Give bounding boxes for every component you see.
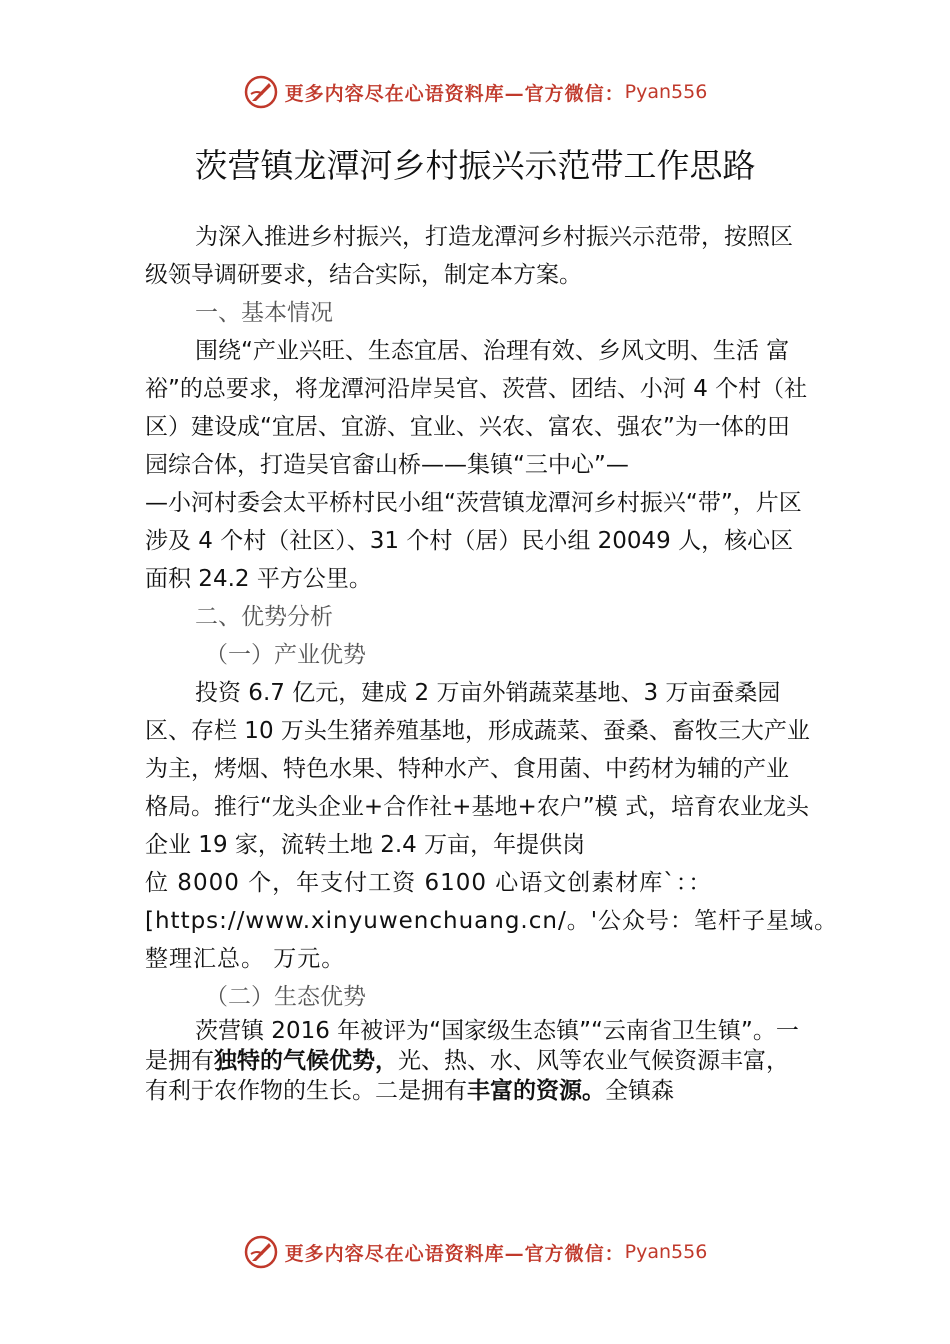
basic-paragraph: 围绕“产业兴旺、生态宜居、治理有效、乡风文明、生活 富裕”的总要求，将龙潭河沿岸吴官、茨营、团结、小河 4 个村（社区）建设成“宜居、宜游、宜业、兴农、富农、强农”为一体的田园综合体，打造吴官畲山桥——集镇“三中心”— [145,338,808,478]
quill-logo-icon [243,74,279,110]
ecology-text-a: 茨营镇 2016 年被评为“国家级生态镇”“云南省卫生镇”。一是拥有 [145,1018,799,1074]
banner-wechat-id: Pyan556 [624,1241,708,1263]
subheading-industry: （一）产业优势 [205,642,366,668]
ecology-bold-climate: 独特的气候优势， [214,1048,398,1074]
basic-paragraph-continued: —小河村委会太平桥村民小组“茨营镇龙潭河乡村振兴“带”，片区涉及 4 个村（社区）、31 个村（居）民小组 20049 人，核心区面积 24.2 平方公里。 [145,490,802,592]
intro-paragraph: 为深入推进乡村振兴，打造龙潭河乡村振兴示范带，按照区级领导调研要求，结合实际，制定本方案。 [145,224,793,288]
page-title: 茨营镇龙潭河乡村振兴示范带工作思路 [194,146,756,185]
footer-banner [0,1232,950,1272]
ecology-paragraph [145,1016,810,1106]
section-heading-advantages: 二、优势分析 [195,604,333,630]
ecology-bold-resources: 丰富的资源。 [467,1078,605,1104]
ecology-text-c: 全镇森 [605,1078,674,1104]
header-banner [0,72,950,112]
document-body [145,218,839,1106]
ecology-text-b: 光、热、水、风等农业气候资源丰富，有利于农作物的生长。二是拥有 [145,1048,789,1104]
industry-paragraph: 投资 6.7 亿元，建成 2 万亩外销蔬菜基地、3 万亩蚕桑园区、存栏 10 万头生猪养殖基地，形成蔬菜、蚕桑、畜牧三大产业为主，烤烟、特色水果、特种水产、食用菌、中药材为辅的产业格局。推行“龙头企业+合作社+基地+农户”模 式，培育农业龙头企业 19 家，流转土地 2.4 万亩，年提供岗 [145,680,810,858]
industry-paragraph-continued: 位 8000 个，年支付工资 6100 心语文创素材库`：：[https://www.xinyuwenchuang.cn/。'公众号：笔杆子星域。整理汇总。 万元。 [145,870,839,972]
quill-logo-icon [243,1234,279,1270]
banner-text: 更多内容尽在心语资料库—官方微信： [284,1242,625,1265]
section-heading-basic: 一、基本情况 [195,300,333,326]
banner-wechat-id: Pyan556 [624,81,708,103]
banner-text: 更多内容尽在心语资料库—官方微信： [284,82,625,105]
subheading-ecology: （二）生态优势 [205,984,366,1010]
